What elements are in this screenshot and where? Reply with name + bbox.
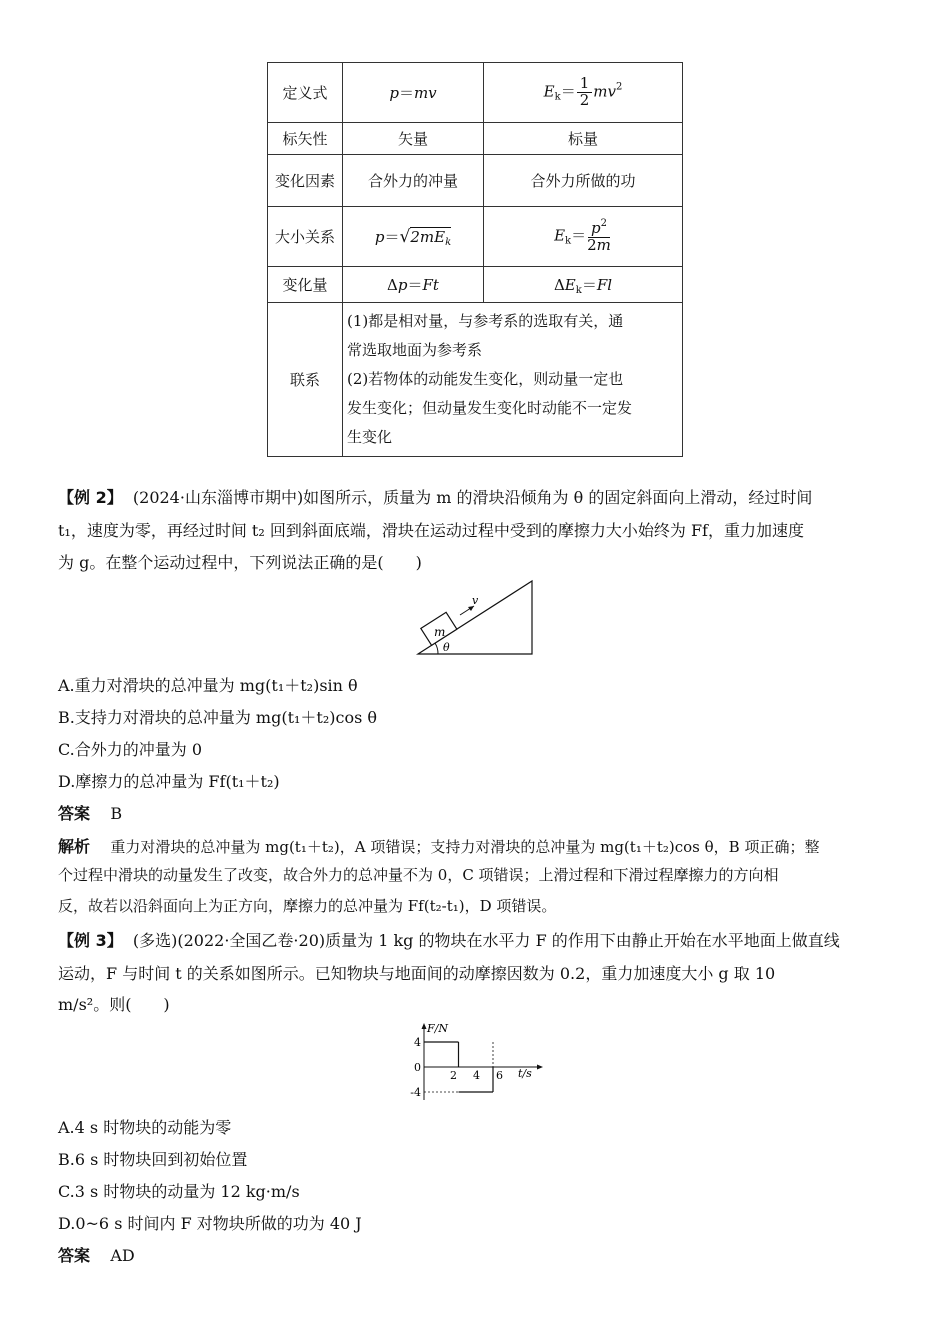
x-axis-arrow xyxy=(537,1065,543,1070)
momentum-magnitude-formula: $p=√2mE_k$ xyxy=(343,207,484,267)
block-label: m xyxy=(434,625,446,639)
example2-answer xyxy=(58,801,122,824)
x-tick-label: 2 xyxy=(450,1069,457,1082)
incline-figure xyxy=(412,575,542,657)
example3-tag: 【例 3】 xyxy=(58,931,123,950)
y-tick-label: -4 xyxy=(410,1086,421,1099)
answer-value: AD xyxy=(110,1246,135,1265)
kinetic-energy-formula: $E_k=$ $\frac{p^2}{2m}$ xyxy=(484,207,683,267)
example2-stem-line: 为 g。在整个运动过程中，下列说法正确的是( ) xyxy=(58,553,422,572)
table-row xyxy=(268,63,683,123)
x-axis-label: t/s xyxy=(518,1067,532,1080)
x-tick-label: 6 xyxy=(496,1069,503,1082)
example2-tag: 【例 2】 xyxy=(58,488,123,507)
analysis-line: 个过程中滑块的动量发生了改变，故合外力的总冲量不为 0，C 项错误；上滑过程和下滑过程摩擦力的方向相 xyxy=(58,866,779,884)
option-a: A.4 s 时物块的动能为零 xyxy=(58,1118,232,1137)
cell: 矢量 xyxy=(343,123,484,155)
table-row xyxy=(268,207,683,267)
row-label: 定义式 xyxy=(268,63,343,123)
analysis-text: 重力对滑块的总冲量为 mg(t₁＋t₂)，A 项错误；支持力对滑块的总冲量为 mg(t₁＋t₂)cos θ，B 项正确；整 xyxy=(110,838,820,856)
angle-arc xyxy=(435,643,438,654)
table-row xyxy=(268,267,683,303)
y-tick-label: 0 xyxy=(414,1061,421,1074)
analysis-label: 解析 xyxy=(58,837,91,856)
answer-label: 答案 xyxy=(58,1246,91,1265)
row-label: 标矢性 xyxy=(268,123,343,155)
stem-text: (多选)(2022·全国乙卷·20)质量为 1 kg 的物块在水平力 F 的作用下由静止开始在水平地面上做直线 xyxy=(132,931,840,950)
comparison-table xyxy=(267,62,683,457)
answer-value: B xyxy=(110,804,123,823)
table-row xyxy=(268,123,683,155)
example2-stem-line xyxy=(58,485,812,508)
example3-answer xyxy=(58,1243,135,1266)
table-row xyxy=(268,303,683,457)
analysis-line xyxy=(58,834,819,857)
option-b: B.6 s 时物块回到初始位置 xyxy=(58,1150,248,1169)
relation-text xyxy=(343,303,683,457)
option-d: D.0~6 s 时间内 F 对物块所做的功为 40 J xyxy=(58,1214,362,1233)
answer-label: 答案 xyxy=(58,804,91,823)
y-tick-label: 4 xyxy=(414,1036,421,1049)
stem-text: (2024·山东淄博市期中)如图所示，质量为 m 的滑块沿倾角为 θ 的固定斜面向上滑动，经过时间 xyxy=(132,488,813,507)
y-axis-arrow xyxy=(422,1023,427,1029)
row-label: 联系 xyxy=(268,303,343,457)
angle-label: θ xyxy=(443,641,450,654)
x-tick-label: 4 xyxy=(473,1069,480,1082)
relation-line: 发生变化；但动量发生变化时动能不一定发 xyxy=(347,399,633,417)
kinetic-energy-change: $\Delta E_k=Fl$ xyxy=(484,267,683,303)
example3-stem-line: m/s²。则( ) xyxy=(58,995,170,1014)
cell: 合外力所做的功 xyxy=(484,155,683,207)
example3-stem-line: 运动，F 与时间 t 的关系如图所示。已知物块与地面间的动摩擦因数为 0.2，重力加速度大小 g 取 10 xyxy=(58,964,776,983)
force-time-chart xyxy=(400,1020,550,1102)
row-label: 变化量 xyxy=(268,267,343,303)
velocity-label: v xyxy=(472,594,479,607)
kinetic-energy-definition: $E_k=$ $\frac{1}{2}$ $mv^2$ xyxy=(484,63,683,123)
row-label: 变化因素 xyxy=(268,155,343,207)
option-c: C.3 s 时物块的动量为 12 kg·m/s xyxy=(58,1182,300,1201)
option-d: D.摩擦力的总冲量为 Ff(t₁＋t₂) xyxy=(58,772,280,791)
relation-line: 常选取地面为参考系 xyxy=(347,341,483,359)
momentum-definition: p＝mv xyxy=(343,63,484,123)
cell: 标量 xyxy=(484,123,683,155)
relation-line: (2)若物体的动能发生变化，则动量一定也 xyxy=(347,370,624,388)
relation-line: 生变化 xyxy=(347,428,393,446)
table-row xyxy=(268,155,683,207)
relation-line: (1)都是相对量，与参考系的选取有关，通 xyxy=(347,312,624,330)
option-a: A.重力对滑块的总冲量为 mg(t₁＋t₂)sin θ xyxy=(58,676,358,695)
momentum-change: Δp＝Ft xyxy=(343,267,484,303)
cell: 合外力的冲量 xyxy=(343,155,484,207)
analysis-line: 反，故若以沿斜面向上为正方向，摩擦力的总冲量为 Ff(t₂-t₁)，D 项错误。 xyxy=(58,897,557,915)
option-c: C.合外力的冲量为 0 xyxy=(58,740,203,759)
option-b: B.支持力对滑块的总冲量为 mg(t₁＋t₂)cos θ xyxy=(58,708,378,727)
chart-axes xyxy=(410,1022,543,1100)
y-axis-label: F/N xyxy=(427,1022,448,1035)
example2-stem-line: t₁，速度为零，再经过时间 t₂ 回到斜面底端，滑块在运动过程中受到的摩擦力大小始终为 Ff，重力加速度 xyxy=(58,521,804,540)
example3-stem-line xyxy=(58,928,840,951)
row-label: 大小关系 xyxy=(268,207,343,267)
